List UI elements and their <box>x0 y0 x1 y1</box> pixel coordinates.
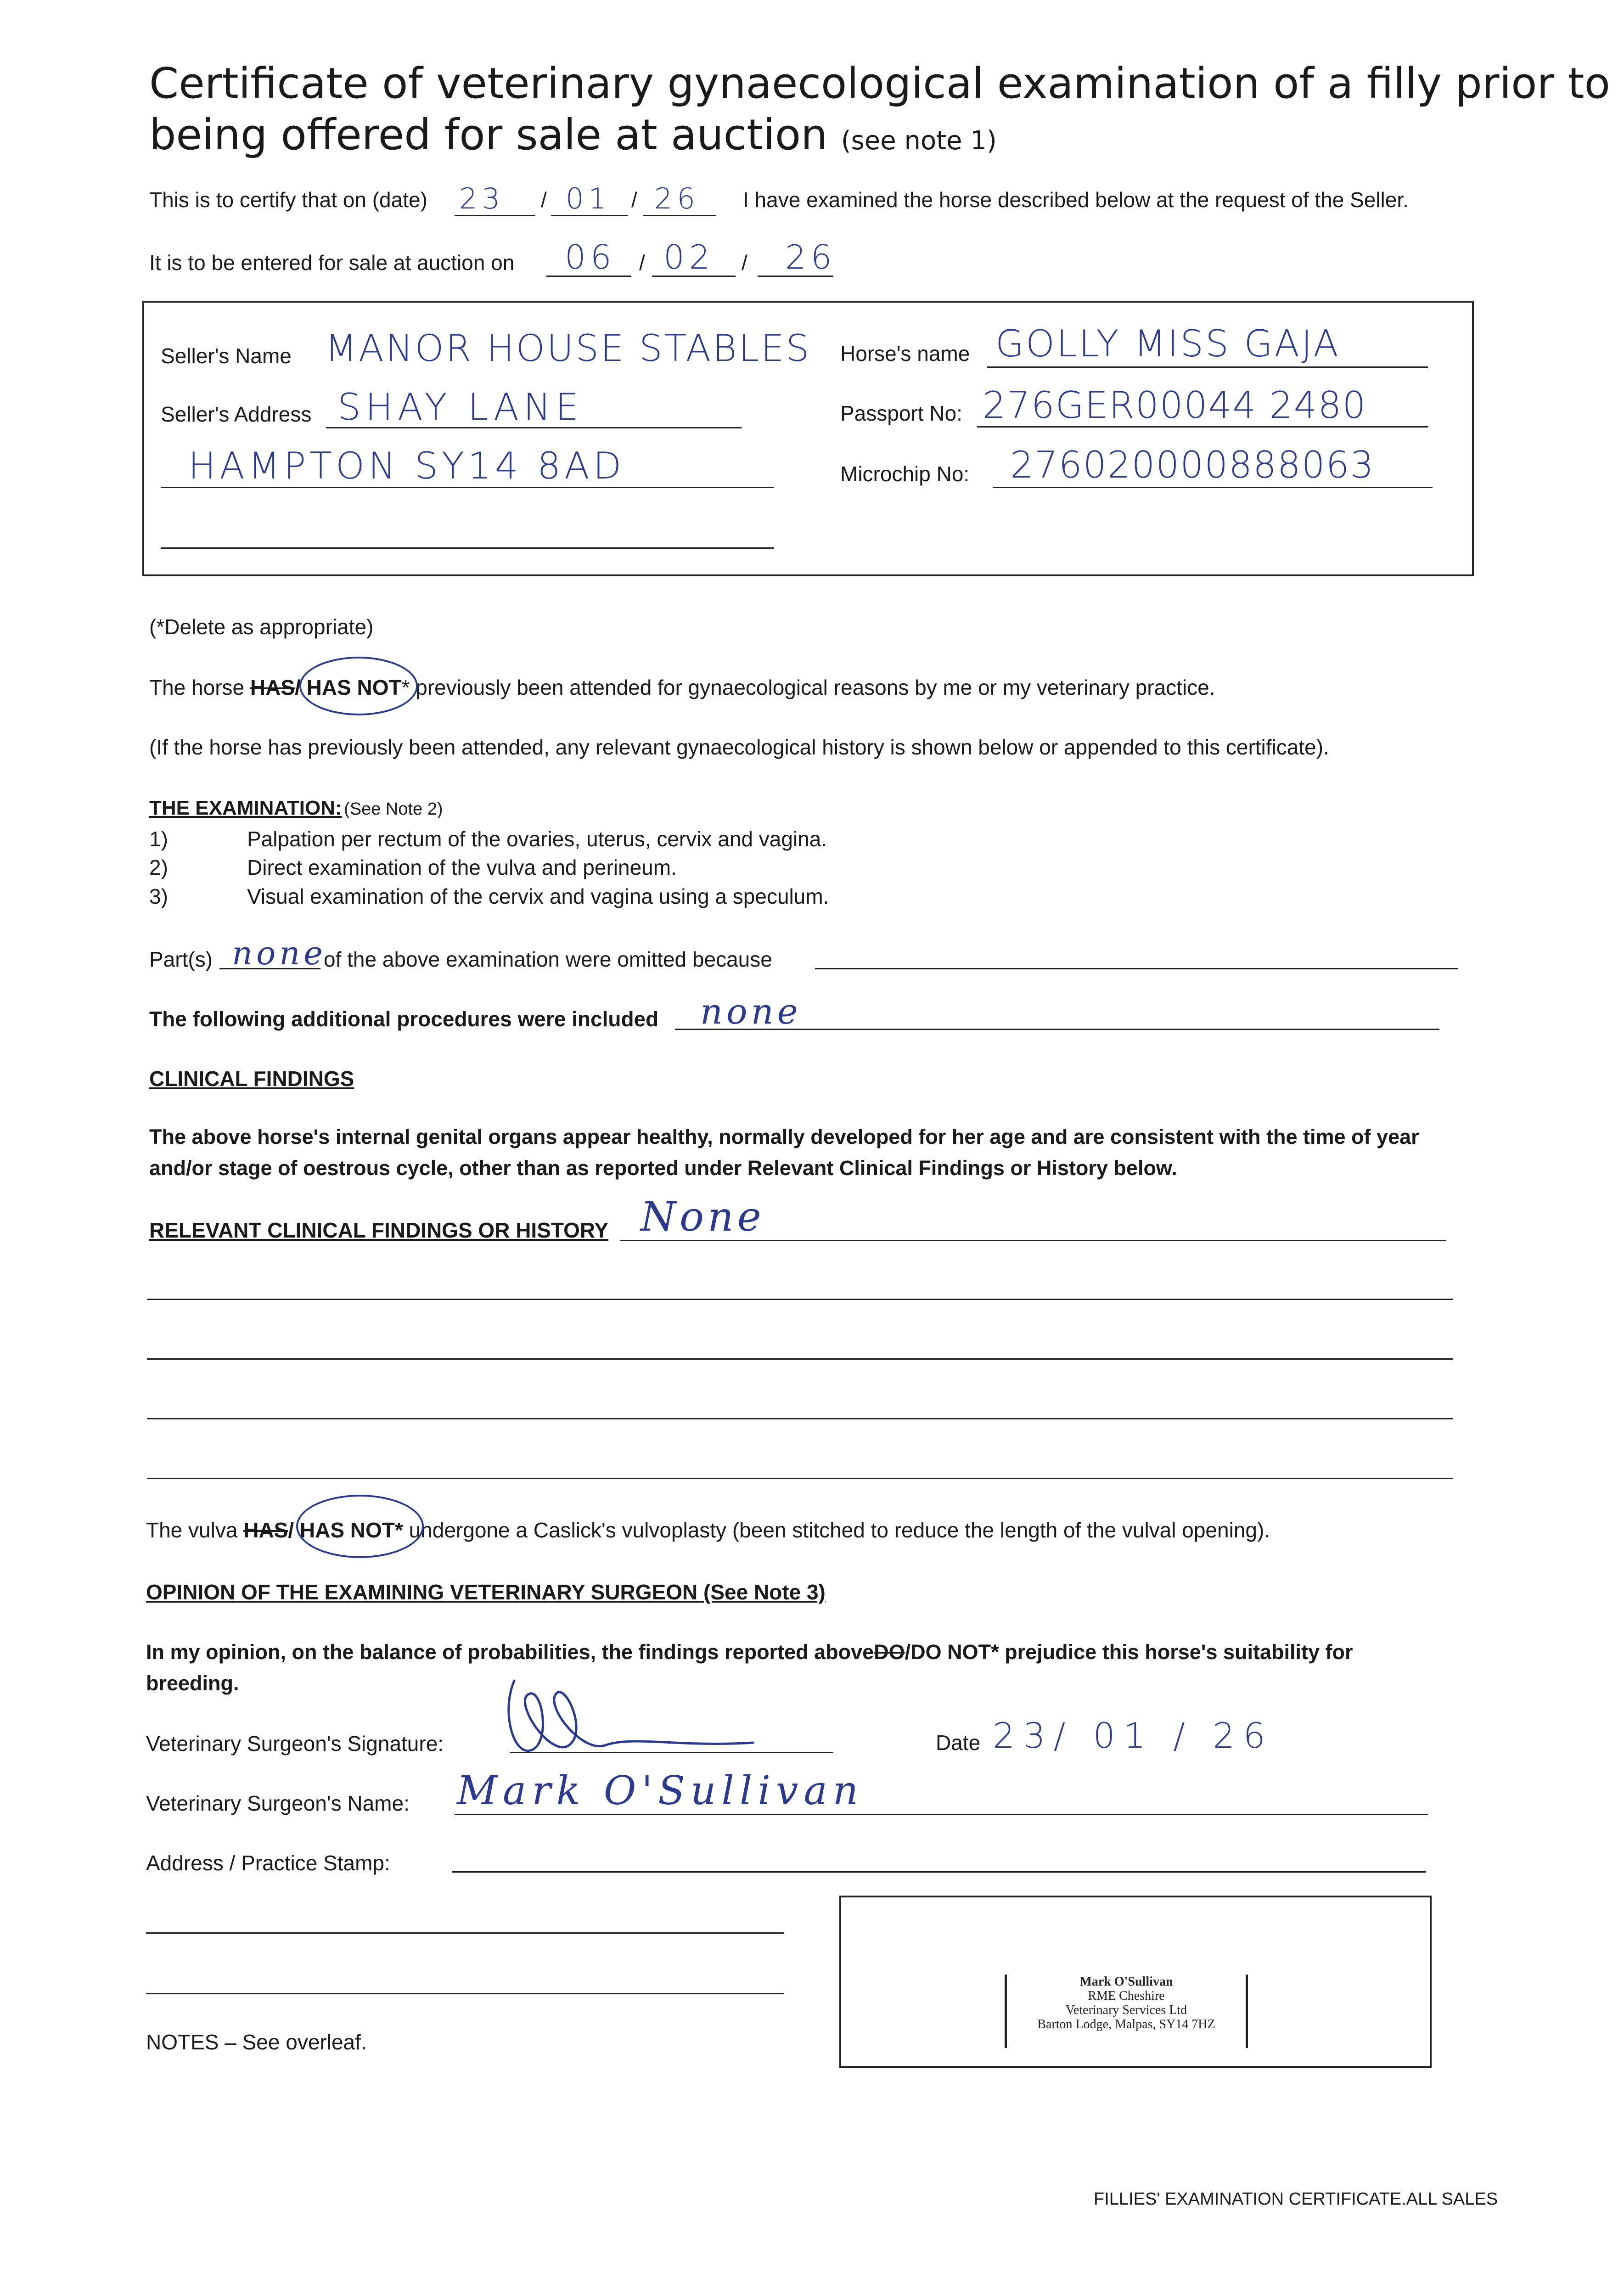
relevant-value[interactable]: None <box>641 1193 765 1240</box>
stamp-line: RME Cheshire <box>1088 1989 1165 2003</box>
auction-prefix: It is to be entered for sale at auction on <box>149 251 515 275</box>
selection-circle <box>299 657 418 715</box>
exam-item-text: Visual examination of the cervix and vagina using a speculum. <box>247 884 829 908</box>
attended-has-option[interactable]: HAS <box>250 675 295 699</box>
attended-slash: / <box>295 675 301 699</box>
additional-value[interactable]: none <box>700 991 802 1032</box>
certify-suffix: I have examined the horse described below at the request of the Seller. <box>743 188 1409 212</box>
clinical-statement-line1: The above horse's internal genital organs appear healthy, normally developed for her age and are consistent with the time of year <box>149 1125 1419 1148</box>
seller-name-label: Seller's Name <box>161 344 292 368</box>
surgeon-name-label: Veterinary Surgeon's Name: <box>146 1791 410 1815</box>
passport-value[interactable]: 276GER00044 2480 <box>983 384 1367 427</box>
attended-suffix: previously been attended for gynaecological reasons by me or my veterinary practice. <box>416 675 1215 699</box>
selection-circle <box>296 1495 424 1558</box>
horse-name-value[interactable]: GOLLY MISS GAJA <box>995 322 1341 365</box>
attended-prefix: The horse <box>149 675 245 699</box>
footer-text: FILLIES' EXAMINATION CERTIFICATE.ALL SALES <box>1094 2189 1498 2209</box>
auction-year[interactable]: 26 <box>785 238 837 276</box>
signature-date-value[interactable]: 23/ 01 / 26 <box>993 1715 1274 1756</box>
title-line1: Certificate of veterinary gynaecological examination of a filly prior to <box>149 59 1610 108</box>
additional-label: The following additional procedures were included <box>149 1007 659 1031</box>
stamp-line: Veterinary Services Ltd <box>1065 2003 1187 2017</box>
history-note: (If the horse has previously been attended, any relevant gynaecological history is shown below or appended to this certificate). <box>149 735 1329 759</box>
address-line[interactable] <box>146 1993 784 1994</box>
microchip-value[interactable]: 276020000888063 <box>1010 444 1375 486</box>
omitted-value[interactable]: none <box>232 934 326 972</box>
omitted-suffix: of the above examination were omitted because <box>324 947 772 971</box>
exam-year[interactable]: 26 <box>654 182 700 215</box>
exam-heading-text: THE EXAMINATION: <box>149 797 342 819</box>
signature-mark[interactable] <box>496 1667 845 1763</box>
relevant-label: RELEVANT CLINICAL FINDINGS OR HISTORY <box>149 1218 609 1242</box>
vulva-slash: / <box>288 1518 294 1542</box>
surgeon-name-value[interactable]: Mark O'Sullivan <box>457 1768 864 1814</box>
practice-stamp <box>1005 1975 1248 2048</box>
findings-line[interactable] <box>147 1418 1453 1419</box>
omitted-prefix: Part(s) <box>149 947 213 971</box>
date-label: Date <box>936 1731 981 1755</box>
attended-star: * <box>401 675 410 699</box>
title-note: (see note 1) <box>841 126 997 156</box>
slash: / <box>639 251 645 275</box>
address-stamp-label: Address / Practice Stamp: <box>146 1851 390 1875</box>
opinion-line2: breeding. <box>146 1671 239 1695</box>
horse-name-label: Horse's name <box>840 342 970 366</box>
opinion-text-b: /DO NOT* prejudice this horse's suitability for <box>905 1640 1353 1664</box>
slash: / <box>541 188 547 212</box>
seller-name-value[interactable]: MANOR HOUSE STABLES <box>325 327 811 370</box>
exam-day[interactable]: 23 <box>459 182 505 215</box>
signature-label: Veterinary Surgeon's Signature: <box>146 1732 444 1756</box>
exam-heading-note: (See Note 2) <box>344 799 443 819</box>
opinion-line1 <box>146 1640 1353 1664</box>
exam-month[interactable]: 01 <box>566 182 611 215</box>
vulva-has-not-option[interactable]: HAS NOT* <box>299 1518 403 1542</box>
findings-line[interactable] <box>147 1299 1453 1300</box>
vulva-prefix: The vulva <box>146 1518 238 1542</box>
opinion-do-option[interactable]: DO <box>874 1640 905 1664</box>
clinical-heading: CLINICAL FINDINGS <box>149 1067 354 1091</box>
opinion-text-a: In my opinion, on the balance of probabilities, the findings reported above <box>146 1640 874 1664</box>
opinion-heading: OPINION OF THE EXAMINING VETERINARY SURGEON (See Note 3) <box>146 1580 826 1604</box>
stamp-name: Mark O'Sullivan <box>1079 1975 1173 1989</box>
seller-address-label: Seller's Address <box>161 402 312 426</box>
vulva-suffix: undergone a Caslick's vulvoplasty (been stitched to reduce the length of the vulval opening). <box>409 1518 1270 1542</box>
attended-has-not-option[interactable]: HAS NOT <box>306 675 402 699</box>
exam-item-num: 2) <box>149 855 168 879</box>
title-line2 <box>149 110 997 159</box>
exam-item-text: Direct examination of the vulva and perineum. <box>247 855 677 879</box>
exam-item-num: 1) <box>149 827 168 851</box>
findings-line[interactable] <box>147 1358 1453 1360</box>
exam-item-num: 3) <box>149 884 168 908</box>
auction-day[interactable]: 06 <box>565 238 616 276</box>
auction-month[interactable]: 02 <box>663 238 715 276</box>
seller-address-line1[interactable]: SHAY LANE <box>337 386 584 428</box>
passport-label: Passport No: <box>840 401 962 425</box>
vulva-has-option[interactable]: HAS <box>243 1518 288 1542</box>
seller-address-line2[interactable]: HAMPTON SY14 8AD <box>188 445 625 487</box>
findings-line[interactable] <box>147 1478 1453 1479</box>
exam-item-text: Palpation per rectum of the ovaries, uterus, cervix and vagina. <box>247 827 827 851</box>
slash: / <box>742 251 747 275</box>
clinical-statement-line2: and/or stage of oestrous cycle, other than as reported under Relevant Clinical Findings or History below. <box>149 1156 1177 1180</box>
slash: / <box>631 188 637 212</box>
exam-heading <box>149 797 443 820</box>
notes-label: NOTES – See overleaf. <box>146 2030 367 2054</box>
certify-prefix: This is to certify that on (date) <box>149 188 427 212</box>
delete-note: (*Delete as appropriate) <box>149 615 374 639</box>
address-line[interactable] <box>146 1932 784 1934</box>
microchip-label: Microchip No: <box>840 462 970 486</box>
stamp-line: Barton Lodge, Malpas, SY14 7HZ <box>1037 2017 1215 2032</box>
title-line2-text: being offered for sale at auction <box>149 110 828 159</box>
